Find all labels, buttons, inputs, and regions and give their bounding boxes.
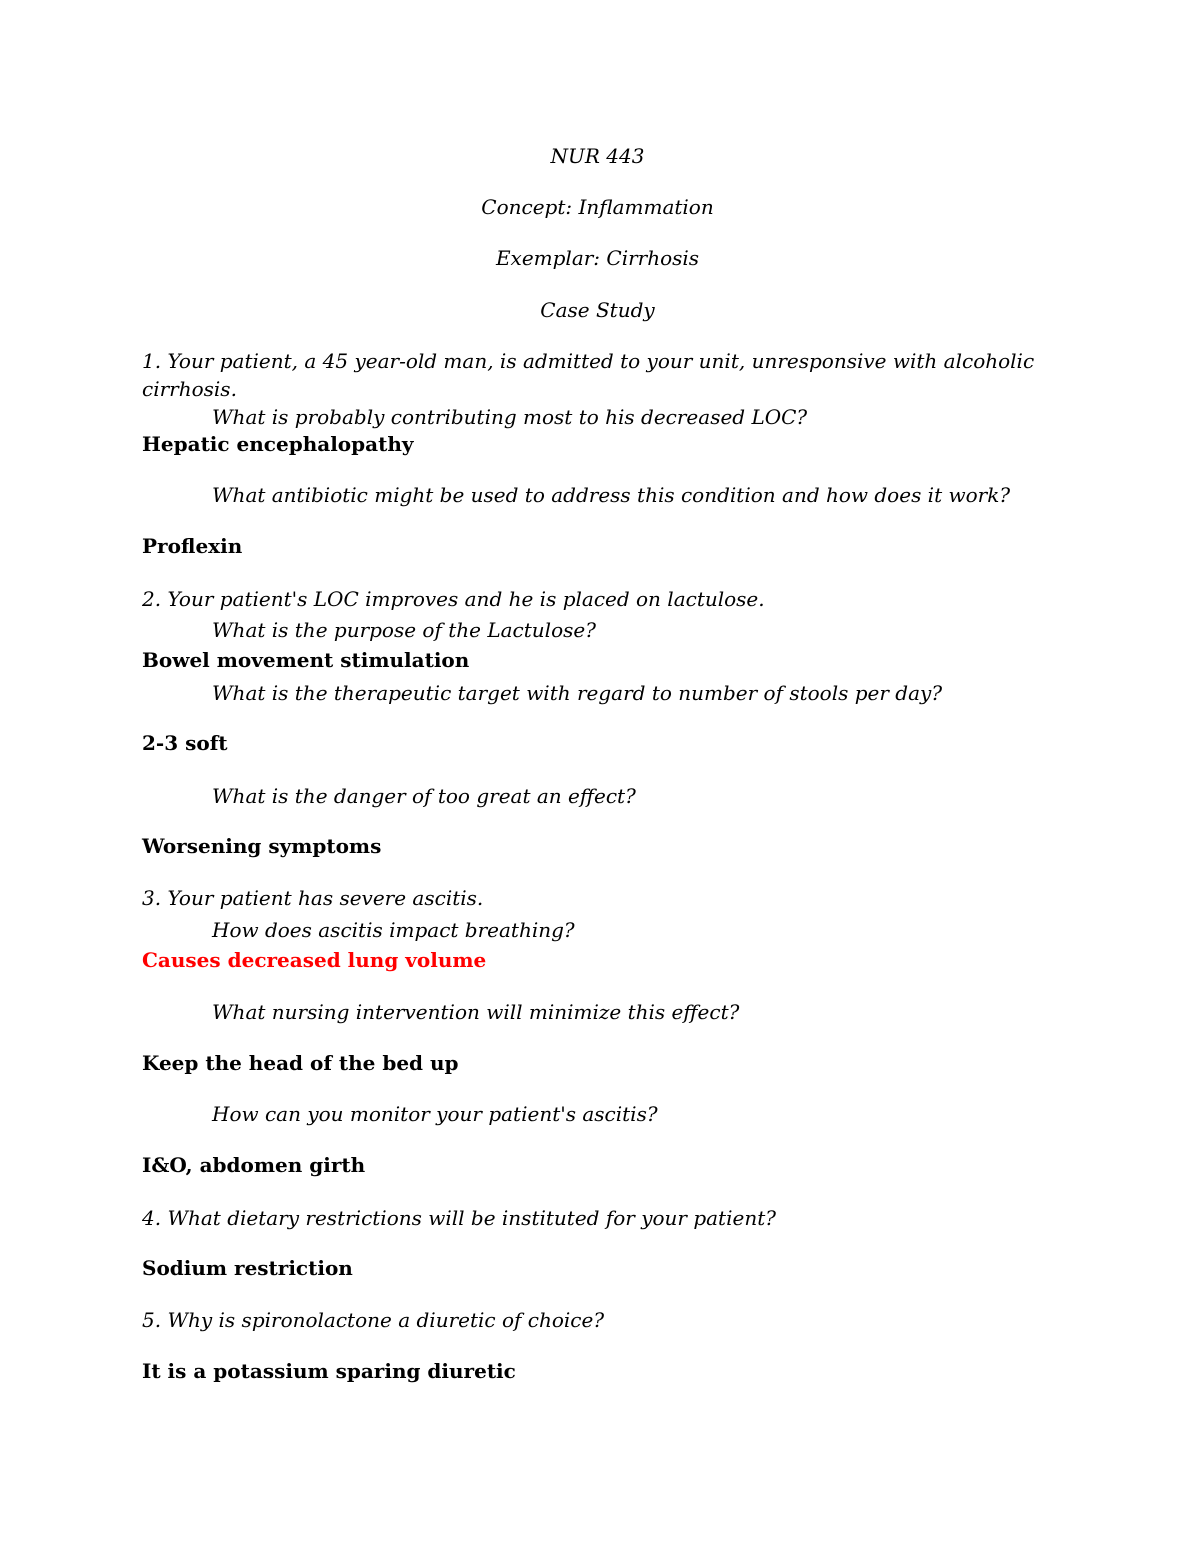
concept-title: Concept: Inflammation <box>481 195 714 219</box>
doc-type-title: Case Study <box>540 298 655 322</box>
q1-answer-a: Hepatic encephalopathy <box>142 432 414 456</box>
q3-prompt: 3. Your patient has severe ascitis. <box>142 886 484 910</box>
q2-question-b: What is the therapeutic target with regard to number of stools per day? <box>212 681 943 705</box>
q3-answer-a-highlighted: Causes decreased lung volume <box>142 948 487 972</box>
q5-answer: It is a potassium sparing diuretic <box>142 1359 516 1383</box>
q3-question-c: How can you monitor your patient's ascitis? <box>212 1102 658 1126</box>
q2-answer-b: 2-3 soft <box>142 731 228 755</box>
q1-question-a: What is probably contributing most to his decreased LOC? <box>212 405 808 429</box>
exemplar-title: Exemplar: Cirrhosis <box>495 246 700 270</box>
q1-prompt-line1: 1. Your patient, a 45 year-old man, is admitted to your unit, unresponsive with alcoholic <box>142 349 1035 373</box>
q1-answer-b: Proflexin <box>142 534 243 558</box>
course-code: NUR 443 <box>550 144 645 168</box>
q3-question-a: How does ascitis impact breathing? <box>212 918 575 942</box>
q5-prompt: 5. Why is spironolactone a diuretic of choice? <box>142 1308 605 1332</box>
q4-prompt: 4. What dietary restrictions will be instituted for your patient? <box>142 1206 776 1230</box>
q3-question-b: What nursing intervention will minimize this effect? <box>212 1000 740 1024</box>
q2-answer-c: Worsening symptoms <box>142 834 382 858</box>
q4-answer: Sodium restriction <box>142 1256 353 1280</box>
q1-prompt-line2: cirrhosis. <box>142 377 237 401</box>
q3-answer-c: I&O, abdomen girth <box>142 1153 366 1177</box>
q2-question-a: What is the purpose of the Lactulose? <box>212 618 596 642</box>
q2-question-c: What is the danger of too great an effect? <box>212 784 636 808</box>
q3-answer-b: Keep the head of the bed up <box>142 1051 459 1075</box>
q1-question-b: What antibiotic might be used to address this condition and how does it work? <box>212 483 1011 507</box>
q2-prompt: 2. Your patient's LOC improves and he is placed on lactulose. <box>142 587 765 611</box>
q2-answer-a: Bowel movement stimulation <box>142 648 470 672</box>
